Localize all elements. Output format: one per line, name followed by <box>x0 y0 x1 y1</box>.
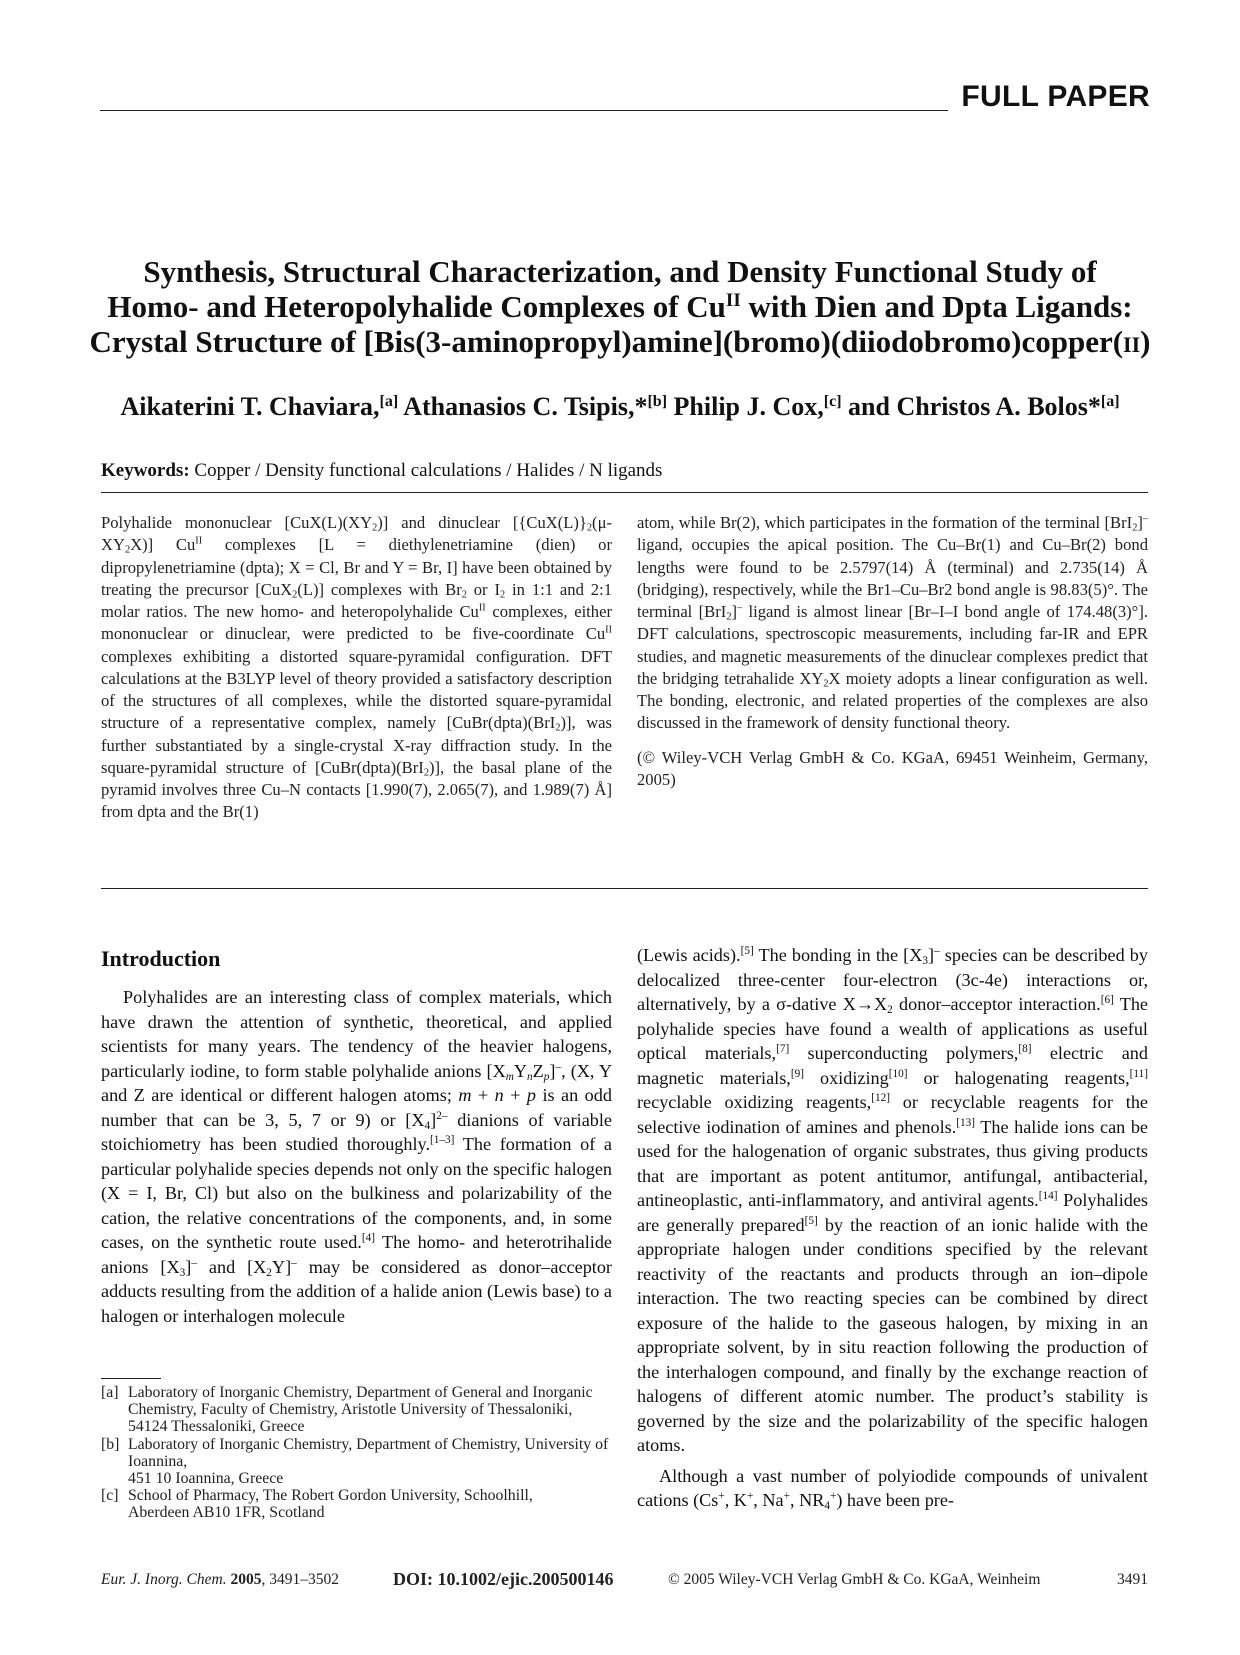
body-paragraph: (Lewis acids).[5] The bonding in the $[X_3]^-$ species can be described by delocalized three-center four-electron (3c-4e) interactions or, alternatively, by a σ-dative $X\to X_2$ donor–acceptor interaction.[6] The polyhalide species have found a wealth of applications as useful optical materials,[7] superconducting polymers,[8] electric and magnetic materials,[9] oxidizing[10] or halogenating reagents,[11] recyclable oxidizing reagents,[12] or recyclable reagents for the selective iodination of amines and phenols.[13] The halide ions can be used for the halogenation of organic substrates, thus giving products that are important as potent antitumor, antifungal, antibacterial, antineoplastic, anti-inflammatory, and antiviral agents.[14] Polyhalides are generally prepared[5] by the reaction of an ionic halide with the appropriate halogen under conditions specified by the relevant reactivity of the reactants and products through an ion–dipole interaction. The two reacting species can be combined by direct exposure of the halide to the gaseous halogen, by mixing in an appropriate solvent, by in situ reaction following the production of the interhalogen compound, and finally by the exchange reaction of halogens of different atomic number. The product’s stability is governed by the size and the polarizability of the specific halogen atoms. <box>637 945 1149 1455</box>
footnote-label: [c] <box>101 1487 119 1505</box>
abstract-top-rule <box>101 492 1148 493</box>
title-line-1: Synthesis, Structural Characterization, and Density Functional Study of <box>143 254 1097 289</box>
body-column-right <box>637 943 1148 1513</box>
author-name: and Christos A. Bolos* <box>848 392 1101 421</box>
abstract-column-right <box>637 512 1148 791</box>
footer-year: 2005 <box>230 1571 262 1588</box>
keywords <box>101 460 662 482</box>
abstract-bottom-rule <box>101 888 1148 889</box>
author-affiliation: [c] <box>823 393 842 410</box>
title-line-3: Crystal Structure of [Bis(3-aminopropyl)amine](bromo)(diiodobromo)copper(ii) <box>89 324 1151 359</box>
footer-citation <box>101 1571 339 1589</box>
section-heading-introduction: Introduction <box>101 946 221 971</box>
footnote-line: School of Pharmacy, The Robert Gordon University, Schoolhill, <box>128 1487 533 1505</box>
abstract-copyright: (© Wiley-VCH Verlag GmbH & Co. KGaA, 69451 Weinheim, Germany, 2005) <box>637 747 1148 789</box>
footnote-label: [a] <box>101 1384 119 1401</box>
footnote-label: [b] <box>101 1435 120 1453</box>
abstract-text: atom, while Br(2), which participates in the formation of the terminal [BrI$_2$]– ligand, occupies the apical position. The Cu–Br(1) and Cu–Br(2) bond lengths were found to be 2.5797(14) Å (terminal) and 2.735(14) Å (bridging), respectively, while the Br1–Cu–Br2 bond angle is 98.83(5)°. The terminal [BrI$_2$]– ligand is almost linear [Br–I–I bond angle of 174.48(3)°]. DFT calculations, spectroscopic measurements, including far-IR and EPR studies, and magnetic measurements of the dinuclear complexes predict that the bridging tetrahalide $XY_2X$ moiety adopts a linear configuration as well. The bonding, electronic, and related properties of the complexes are also discussed in the framework of density functional theory. <box>637 513 1148 733</box>
author-name: Athanasios C. Tsipis,* <box>403 392 648 421</box>
keywords-label: Keywords: <box>101 460 190 481</box>
article-title <box>60 254 1180 359</box>
footnote-item <box>101 1436 612 1488</box>
body-paragraph: Polyhalides are an interesting class of complex materials, which have drawn the attention of synthetic, theoretical, and applied scientists for many years. The tendency of the heavier halogens, particularly iodine, to form stable polyhalide anions $[X_mY_nZ_p]^-$, (X, Y and Z are identical or different halogen atoms; m + n + p is an odd number that can be 3, 5, 7 or 9) or $[X_4]^{2-}$ dianions of variable stoichiometry has been studied thoroughly.[1–3] The formation of a particular polyhalide species depends not only on the specific halogen (X = I, Br, Cl) but also on the bulkiness and polarizability of the cation, the relative concentrations of the components, and, in some cases, on the synthetic route used.[4] The homo- and heterotrihalide anions $[X_3]^-$ and $[X_2Y]^-$ may be considered as donor–acceptor adducts resulting from the addition of a halide anion (Lewis base) to a halogen or interhalogen molecule <box>101 987 613 1326</box>
footnote-line: Laboratory of Inorganic Chemistry, Department of Chemistry, University of Ioannina, <box>128 1435 609 1470</box>
author-affiliation: [a] <box>379 393 399 410</box>
footer-pages: , 3491–3502 <box>261 1571 339 1588</box>
footnote-line: 54124 Thessaloniki, Greece <box>128 1418 305 1436</box>
abstract-text: Polyhalide mononuclear $[CuX(L)(XY_2)]$ and dinuclear $[\{CuX(L)\}_2(\mu-XY_2X)]$ $Cu^{II}$ complexes [L = diethylenetriamine (dien) or dipropylenetriamine (dpta); X = Cl, Br and Y = Br, I] have been obtained by treating the precursor [CuX$_2$(L)] complexes with $Br_2$ or $I_2$ in 1:1 and 2:1 molar ratios. The new homo- and heteropolyhalide $Cu^{II}$ complexes, either mononuclear or dinuclear, were predicted to be five-coordinate $Cu^{II}$ complexes exhibiting a distorted square-pyramidal configuration. DFT calculations at the B3LYP level of theory provided a satisfactory description of the structures of all complexes, while the distorted square-pyramidal structure of a representative complex, namely [CuBr(dpta)(BrI$_2$)], was further substantiated by a single-crystal X-ray diffraction study. In the square-pyramidal structure of [CuBr(dpta)(BrI$_2$)], the basal plane of the pyramid involves three Cu–N contacts [1.990(7), 2.065(7), and 1.989(7) Å] from dpta and the Br(1) <box>101 513 612 822</box>
title-line-2: Homo- and Heteropolyhalide Complexes of $Cu^{II}$ with Dien and Dpta Ligands: <box>107 289 1133 324</box>
footnote-item <box>101 1384 612 1436</box>
section-label: FULL PAPER <box>961 80 1150 113</box>
footnote-rule <box>101 1378 161 1379</box>
footnote-line: Aberdeen AB10 1FR, Scotland <box>128 1504 325 1522</box>
body-column-left <box>101 985 612 1328</box>
footer-copyright: © 2005 Wiley-VCH Verlag GmbH & Co. KGaA, Weinheim <box>668 1571 1041 1588</box>
author-name: Philip J. Cox, <box>673 392 824 421</box>
header-rule <box>100 110 948 111</box>
footnote-line: 451 10 Ioannina, Greece <box>128 1470 284 1488</box>
author-list <box>60 392 1180 422</box>
page-number: 3491 <box>1117 1571 1148 1588</box>
author-affiliation: [a] <box>1100 393 1120 410</box>
abstract-column-left <box>101 512 612 824</box>
keywords-list: Copper / Density functional calculations / Halides / N ligands <box>194 460 663 481</box>
footer-journal: Eur. J. Inorg. Chem. <box>101 1571 227 1588</box>
affiliation-footnotes <box>101 1384 612 1522</box>
page-footer <box>101 1571 1148 1593</box>
author-affiliation: [b] <box>647 393 668 410</box>
footnote-line: Laboratory of Inorganic Chemistry, Department of General and Inorganic Chemistry, Faculty of Chemistry, Aristotle University of Thessaloniki, <box>128 1384 593 1419</box>
author-name: Aikaterini T. Chaviara, <box>120 392 380 421</box>
body-paragraph: Although a vast number of polyiodide compounds of univalent cations (Cs+, K+, Na+, $NR_4^+$) have been pre- <box>637 1465 1148 1512</box>
footer-doi[interactable]: DOI: 10.1002/ejic.200500146 <box>393 1569 614 1589</box>
footnote-item <box>101 1487 612 1521</box>
